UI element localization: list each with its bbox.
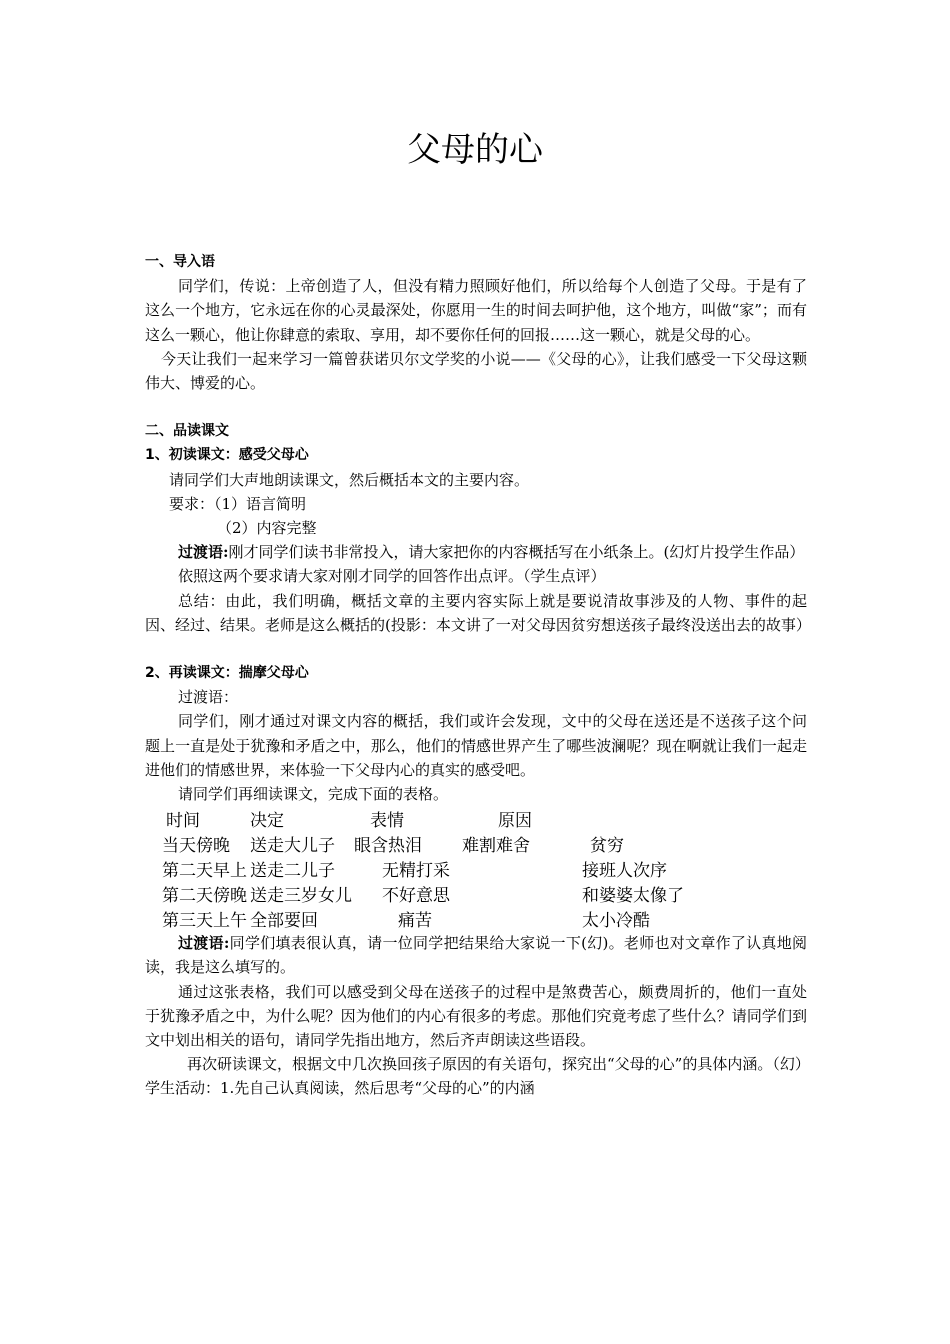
table-cell: 和婆婆太像了 — [582, 886, 684, 907]
table-header-cell: 时间 — [166, 811, 200, 832]
document-body — [145, 250, 811, 1101]
spacer — [145, 637, 807, 661]
table-row — [162, 881, 684, 906]
table-cell: 送走二儿子 — [250, 861, 335, 882]
table-cell: 眼含热泪 — [354, 836, 422, 857]
table-cell: 无精打采 — [382, 861, 450, 882]
subsection-2-heading: 2、再读课文：揣摩父母心 — [145, 665, 309, 682]
table-cell — [462, 856, 582, 881]
table-cell: 第三天上午 — [162, 911, 247, 932]
student-activity: 学生活动：1.先自己认真阅读，然后思考“父母的心”的内涵 — [145, 1079, 535, 1098]
table-header-cell: 原因 — [498, 811, 532, 832]
table-row — [162, 906, 684, 931]
analysis-paragraph: 通过这张表格，我们可以感受到父母在送孩子的过程中是煞费苦心，颇费周折的，他们一直处于犹豫矛盾之中，为什么呢？因为他们的内心有很多的考虑。那他们究竟考虑了些什么？请同学们到文中划出相关的语句，请同学先指出地方，然后齐声朗读这些语段。 — [145, 982, 807, 1050]
table-cell: 全部要回 — [250, 911, 318, 932]
table-cell: 不好意思 — [382, 886, 450, 907]
transition-label: 过渡语: — [178, 543, 229, 562]
table-cell: 第二天傍晚 — [162, 886, 247, 907]
section-1-heading: 一、导入语 — [145, 254, 215, 270]
intro-paragraph-2: 今天让我们一起来学习一篇曾获诺贝尔文学奖的小说——《父母的心》，让我们感受一下父母这颗伟大、博爱的心。 — [145, 349, 807, 393]
research-paragraph: 再次研读课文，根据文中几次换回孩子原因的有关语句，探究出“父母的心”的具体内涵。（幻） — [187, 1055, 810, 1074]
subsection-1-heading: 1、初读课文：感受父母心 — [145, 447, 309, 464]
table-row — [162, 831, 684, 856]
table-cell: 太小冷酷 — [582, 911, 650, 932]
table-cell: 痛苦 — [398, 911, 432, 932]
summary-paragraph: 总结：由此，我们明确，概括文章的主要内容实际上就是要说清故事涉及的人物、事件的起因、经过、结果。老师是这么概括的(投影：本文讲了一对父母因贫穷想送孩子最终没送出去的故事） — [145, 591, 811, 634]
spacer — [145, 395, 807, 419]
table-cell — [462, 881, 582, 906]
emotion-table — [162, 806, 684, 931]
intro-paragraph-1: 同学们，传说：上帝创造了人，但没有精力照顾好他们，所以给每个人创造了父母。于是有了这么一个地方，它永远在你的心灵最深处，你愿用一生的时间去呵护他，这个地方，叫做“家”；而有这么一颗心，他让你肆意的索取、享用，却不要你任何的回报……这一颗心，就是父母的心。 — [145, 277, 807, 344]
table-cell — [462, 906, 582, 931]
table-header-row — [162, 806, 684, 831]
table-cell: 第二天早上 — [162, 861, 247, 882]
transition-paragraph-1 — [145, 540, 807, 564]
requirement-2: （2）内容完整 — [217, 519, 317, 538]
table-cell: 接班人次序 — [582, 861, 667, 882]
table-header-cell: 表情 — [370, 811, 404, 832]
read-aloud-instruction: 请同学们大声地朗读课文，然后概括本文的主要内容。 — [169, 470, 530, 489]
document-title: 父母的心 — [407, 130, 543, 170]
transition-label-2: 过渡语： — [178, 688, 239, 707]
table-cell: 送走大儿子 — [250, 836, 335, 857]
transition-paragraph-2 — [145, 931, 807, 979]
transition-text: 刚才同学们读书非常投入，请大家把你的内容概括写在小纸条上。(幻灯片投学生作品） — [228, 543, 805, 562]
table-cell: 贫穷 — [590, 836, 624, 857]
requirement-1: 要求：（1）语言简明 — [169, 494, 307, 513]
transition-label: 过渡语: — [178, 934, 230, 953]
table-cell: 当天傍晚 — [162, 836, 230, 857]
table-instruction: 请同学们再细读课文，完成下面的表格。 — [178, 785, 449, 804]
table-row — [162, 856, 684, 881]
table-header-cell: 决定 — [250, 811, 284, 832]
table-cell: 难割难舍 — [462, 836, 530, 857]
explore-paragraph: 同学们，刚才通过对课文内容的概括，我们或许会发现，文中的父母在送还是不送孩子这个问题上一直是处于犹豫和矛盾之中，那么，他们的情感世界产生了哪些波澜呢？现在啊就让我们一起走进他们的情感世界，来体验一下父母内心的真实的感受吧。 — [145, 712, 807, 779]
transition-text: 同学们填表很认真，请一位同学把结果给大家说一下(幻)。老师也对文章作了认真地阅读，我是这么填写的。 — [145, 934, 807, 977]
section-2-heading: 二、品读课文 — [145, 423, 229, 440]
table-cell: 送走三岁女儿 — [250, 886, 352, 907]
evaluation-paragraph: 依照这两个要求请大家对刚才同学的回答作出点评。（学生点评） — [178, 567, 606, 586]
